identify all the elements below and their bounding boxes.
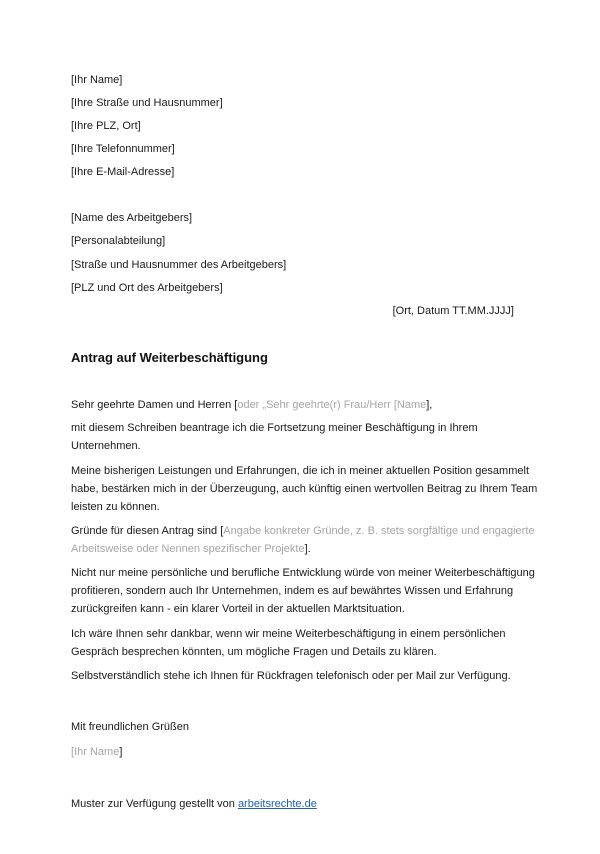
paragraph-3-start: Gründe für diesen Antrag sind [ (71, 525, 224, 537)
salutation-alternative: oder „Sehr geehrte(r) Frau/Herr [Name (237, 399, 427, 411)
salutation-text: Sehr geehrte Damen und Herren [ (71, 399, 238, 411)
closing: Mit freundlichen Grüßen (71, 721, 189, 733)
sender-city: [Ihre PLZ, Ort] (71, 120, 141, 132)
recipient-street: [Straße und Hausnummer des Arbeitgebers] (71, 259, 287, 271)
signature (71, 745, 122, 759)
date-line: [Ort, Datum TT.MM.JJJJ] (392, 305, 514, 317)
footer (71, 797, 317, 811)
paragraph-6: Selbstverständlich stehe ich Ihnen für Rückfragen telefonisch oder per Mail zur Verfügung. (71, 670, 511, 682)
paragraph-3-end: ]. (304, 543, 311, 555)
sender-phone: [Ihre Telefonnummer] (71, 143, 175, 155)
reasons-placeholder: Angabe konkreter Gründe, z. B. stets sorgfältige und engagierte Arbeitsweise oder Nennen spezifischer Projekte (71, 525, 535, 555)
recipient-city: [PLZ und Ort des Arbeitgebers] (71, 282, 223, 294)
salutation (71, 396, 541, 414)
recipient-name: [Name des Arbeitgebers] (71, 212, 193, 224)
signature-open: [ (71, 746, 75, 758)
paragraph-4: Nicht nur meine persönliche und berufliche Entwicklung würde von meiner Weiterbeschäftigung profitieren, sondern auch Ihr Unternehmen, indem es auf bewährtes Wissen und Erfahrung zurückgreifen kann - ein klarer Vorteil in der aktuellen Marktsituation. (71, 567, 535, 615)
signature-close: ] (119, 746, 123, 758)
sender-street: [Ihre Straße und Hausnummer] (71, 97, 223, 109)
letter-subject: Antrag auf Weiterbeschäftigung (71, 350, 268, 365)
paragraph-1: mit diesem Schreiben beantrage ich die Fortsetzung meiner Beschäftigung in Ihrem Unternehmen. (71, 422, 478, 452)
paragraph-5: Ich wäre Ihnen sehr dankbar, wenn wir meine Weiterbeschäftigung in einem persönlichen Gespräch besprechen könnten, um mögliche Fragen und Details zu klären. (71, 628, 506, 658)
footer-text: Muster zur Verfügung gestellt von (71, 798, 238, 810)
signature-placeholder: Ihr Name (74, 746, 120, 758)
sender-name: [Ihr Name] (71, 74, 123, 86)
salutation-end: ], (426, 399, 433, 411)
paragraph-3 (71, 522, 541, 558)
recipient-department: [Personalabteilung] (71, 235, 166, 247)
arbeitsrechte-link[interactable]: arbeitsrechte.de (237, 798, 317, 810)
sender-email: [Ihre E-Mail-Adresse] (71, 166, 175, 178)
paragraph-2: Meine bisherigen Leistungen und Erfahrungen, die ich in meiner aktuellen Position gesammelt habe, bestärken mich in der Überzeugung, auch künftig einen wertvollen Beitrag zu Ihrem Team leisten zu können. (71, 465, 538, 513)
